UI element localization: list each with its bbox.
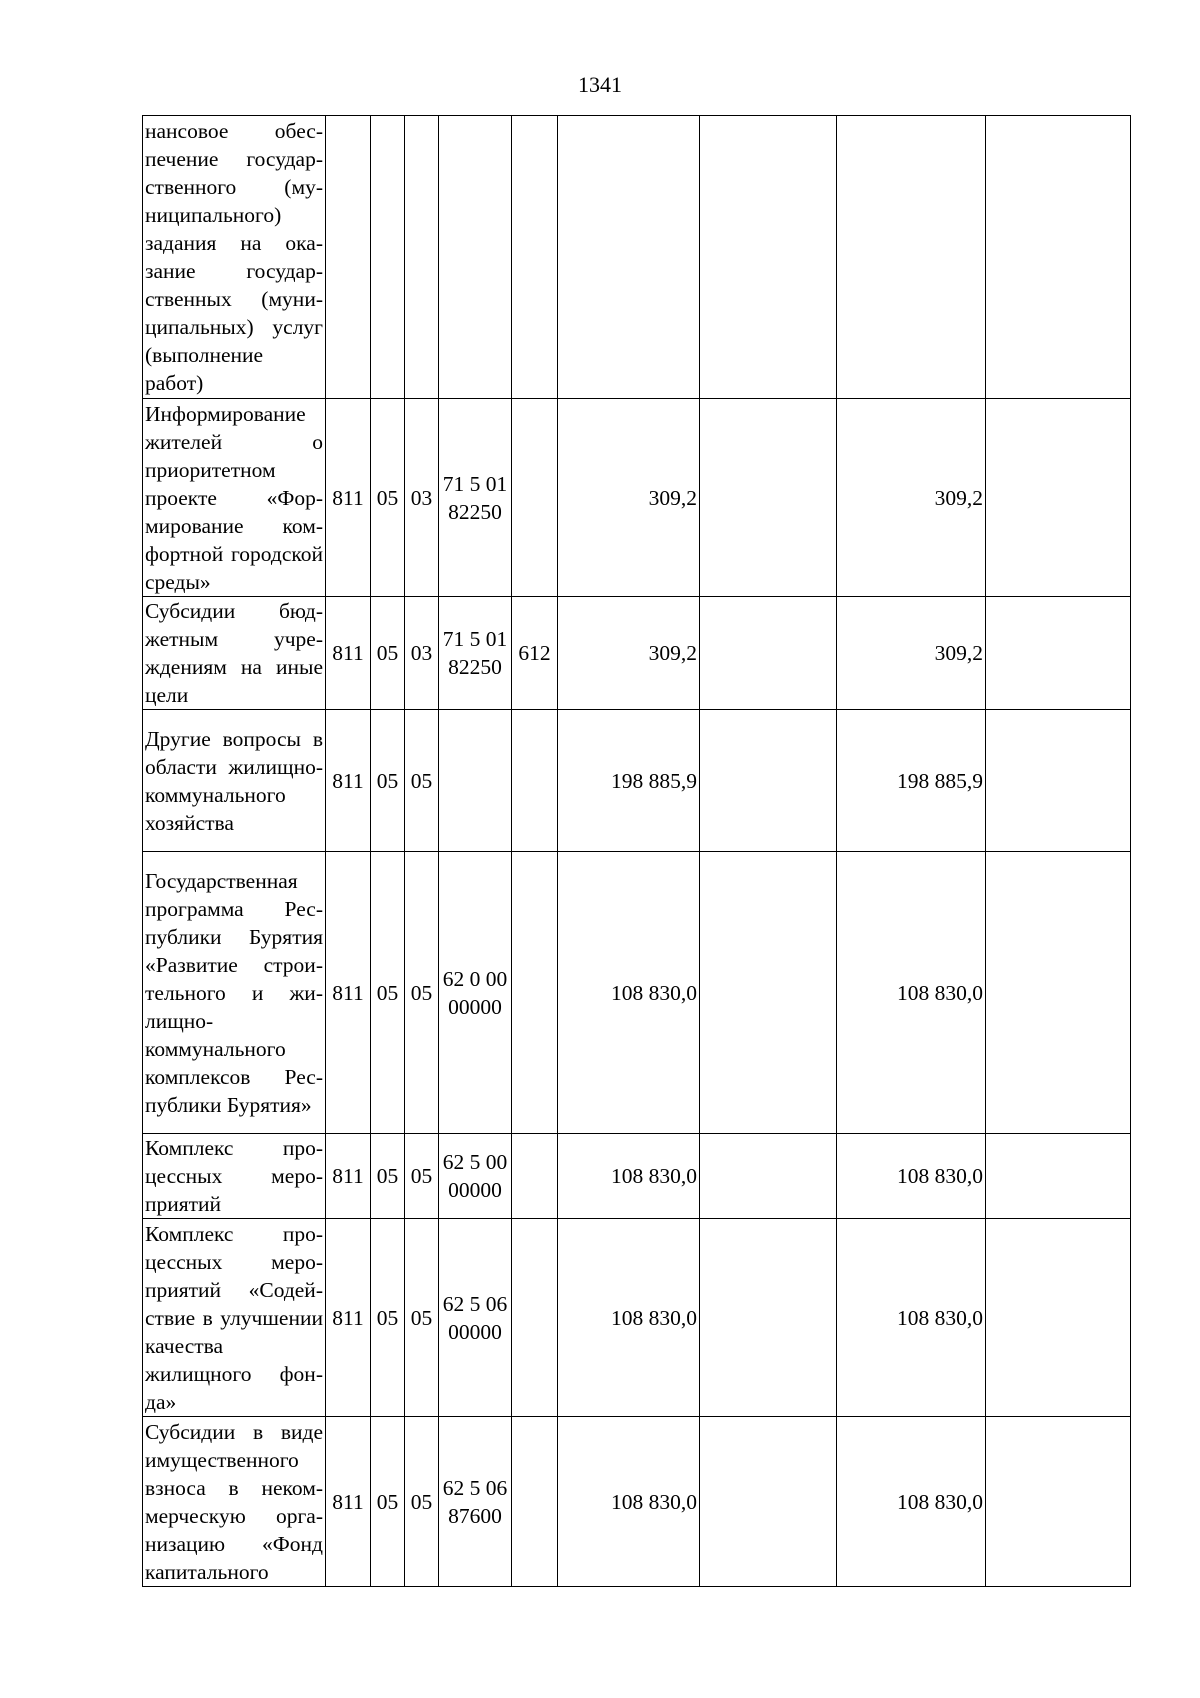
code-section: 05 <box>371 710 405 852</box>
code-target-item: 71 5 01 82250 <box>439 399 512 597</box>
code-expense-type <box>512 1417 558 1587</box>
code-target-item: 62 0 00 00000 <box>439 852 512 1134</box>
amount-total: 108 830,0 <box>558 852 700 1134</box>
page-number: 1341 <box>578 72 622 97</box>
amount-col-2 <box>700 1134 837 1219</box>
table-row <box>143 116 1131 399</box>
amount-col-2 <box>700 710 837 852</box>
code-section: 05 <box>371 1417 405 1587</box>
amount-col-2 <box>700 116 837 399</box>
code-section <box>371 116 405 399</box>
code-subsection: 03 <box>405 597 439 710</box>
code-grbs: 811 <box>326 710 371 852</box>
code-target-item: 71 5 01 82250 <box>439 597 512 710</box>
code-target-item: 62 5 00 00000 <box>439 1134 512 1219</box>
code-expense-type <box>512 116 558 399</box>
code-subsection: 03 <box>405 399 439 597</box>
amount-col-3: 108 830,0 <box>837 852 986 1134</box>
amount-col-2 <box>700 597 837 710</box>
amount-col-4 <box>986 1417 1131 1587</box>
amount-col-2 <box>700 852 837 1134</box>
table-row <box>143 1417 1131 1587</box>
amount-col-3: 108 830,0 <box>837 1219 986 1417</box>
amount-col-3: 309,2 <box>837 399 986 597</box>
amount-col-4 <box>986 852 1131 1134</box>
code-target-item: 62 5 06 00000 <box>439 1219 512 1417</box>
code-grbs: 811 <box>326 1219 371 1417</box>
code-subsection: 05 <box>405 1219 439 1417</box>
row-description: Субсидии бюджетным учреждениям на иные цели <box>143 597 326 710</box>
table-row <box>143 1219 1131 1417</box>
amount-col-4 <box>986 116 1131 399</box>
amount-col-4 <box>986 1219 1131 1417</box>
table-row <box>143 710 1131 852</box>
amount-col-4 <box>986 597 1131 710</box>
code-target-item <box>439 710 512 852</box>
code-expense-type <box>512 1219 558 1417</box>
table-row <box>143 852 1131 1134</box>
code-target-item <box>439 116 512 399</box>
code-grbs: 811 <box>326 852 371 1134</box>
code-subsection: 05 <box>405 1134 439 1219</box>
code-expense-type <box>512 852 558 1134</box>
amount-total: 108 830,0 <box>558 1134 700 1219</box>
table-row <box>143 597 1131 710</box>
amount-col-3: 108 830,0 <box>837 1417 986 1587</box>
row-description: Субсидии в виде имущественного взноса в некоммерческую организацию «Фонд капитального <box>143 1417 326 1587</box>
code-subsection: 05 <box>405 710 439 852</box>
amount-col-2 <box>700 399 837 597</box>
amount-total: 309,2 <box>558 399 700 597</box>
amount-col-2 <box>700 1417 837 1587</box>
budget-table <box>142 115 1131 1587</box>
code-grbs: 811 <box>326 597 371 710</box>
code-subsection: 05 <box>405 852 439 1134</box>
amount-total <box>558 116 700 399</box>
code-expense-type: 612 <box>512 597 558 710</box>
row-description: Информирование жителей о приоритетном проекте «Формирование комфортной городской среды» <box>143 399 326 597</box>
table-row <box>143 1134 1131 1219</box>
amount-col-2 <box>700 1219 837 1417</box>
amount-col-4 <box>986 710 1131 852</box>
amount-col-4 <box>986 1134 1131 1219</box>
code-section: 05 <box>371 852 405 1134</box>
amount-total: 108 830,0 <box>558 1219 700 1417</box>
code-expense-type <box>512 710 558 852</box>
row-description: Государственная программа Республики Бурятия «Развитие строительного и жилищно-коммунального комплексов Республики Бурятия» <box>143 852 326 1134</box>
code-grbs: 811 <box>326 1417 371 1587</box>
code-subsection <box>405 116 439 399</box>
row-description: Комплекс процессных мероприятий <box>143 1134 326 1219</box>
table-body <box>143 116 1131 1587</box>
table-row <box>143 399 1131 597</box>
code-section: 05 <box>371 597 405 710</box>
code-grbs <box>326 116 371 399</box>
code-section: 05 <box>371 1134 405 1219</box>
amount-total: 198 885,9 <box>558 710 700 852</box>
code-expense-type <box>512 399 558 597</box>
amount-total: 108 830,0 <box>558 1417 700 1587</box>
amount-total: 309,2 <box>558 597 700 710</box>
code-expense-type <box>512 1134 558 1219</box>
amount-col-3 <box>837 116 986 399</box>
amount-col-3: 198 885,9 <box>837 710 986 852</box>
code-subsection: 05 <box>405 1417 439 1587</box>
amount-col-3: 309,2 <box>837 597 986 710</box>
row-description: Другие вопросы в области жилищно-коммунального хозяйства <box>143 710 326 852</box>
code-grbs: 811 <box>326 1134 371 1219</box>
code-grbs: 811 <box>326 399 371 597</box>
code-target-item: 62 5 06 87600 <box>439 1417 512 1587</box>
code-section: 05 <box>371 399 405 597</box>
row-description: Комплекс процессных мероприятий «Содействие в улучшении качества жилищного фонда» <box>143 1219 326 1417</box>
code-section: 05 <box>371 1219 405 1417</box>
amount-col-3: 108 830,0 <box>837 1134 986 1219</box>
amount-col-4 <box>986 399 1131 597</box>
row-description: нансовое обеспечение государственного (муниципального) задания на оказание государственных (муниципальных) услуг (выполнение работ) <box>143 116 326 399</box>
